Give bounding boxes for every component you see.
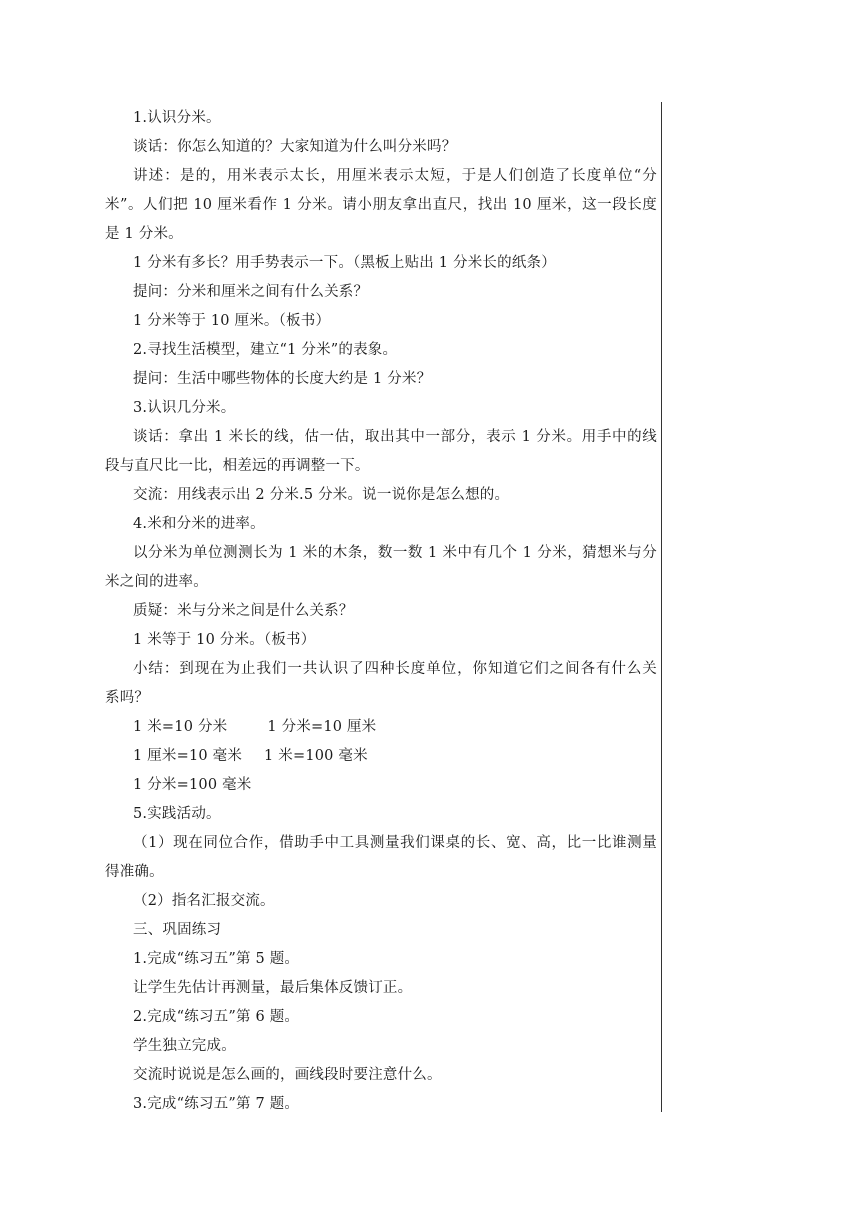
paragraph-activity-1-line2: 得准确。	[105, 864, 164, 880]
paragraph-exchange-1: 交流：用线表示出 2 分米.5 分米。说一说你是怎么想的。	[133, 487, 510, 503]
paragraph-measure-line1: 以分米为单位测测长为 1 米的木条，数一数 1 米中有几个 1 分米，猜想米与分	[133, 545, 657, 561]
exercise-note-2b: 交流时说说是怎么画的，画线段时要注意什么。	[133, 1067, 442, 1083]
paragraph-activity-1-line1: （1）现在同位合作，借助手中工具测量我们课桌的长、宽、高，比一比谁测量	[133, 835, 657, 851]
equation-row-1	[105, 713, 657, 742]
heading-practice-activity: 5.实践活动。	[133, 806, 221, 822]
paragraph-question-3: 质疑：米与分米之间是什么关系？	[133, 603, 354, 619]
paragraph-question-2: 提问：生活中哪些物体的长度大约是 1 分米？	[133, 371, 432, 387]
equation-dm-cm: 1 分米=10 厘米	[267, 719, 377, 735]
paragraph-measure-line2: 米之间的进率。	[105, 574, 208, 590]
equation-cm-mm: 1 厘米=10 毫米	[133, 748, 243, 764]
exercise-item-1: 1.完成“练习五”第 5 题。	[133, 951, 300, 967]
table-right-border	[661, 102, 662, 1112]
lesson-content	[105, 104, 657, 1119]
paragraph-activity-2: （2）指名汇报交流。	[133, 893, 275, 909]
paragraph-talk-2-line1: 谈话：拿出 1 米长的线，估一估，取出其中一部分，表示 1 分米。用手中的线	[133, 429, 657, 445]
exercise-note-2a: 学生独立完成。	[133, 1038, 236, 1054]
paragraph-board-2: 1 米等于 10 分米。（板书）	[133, 632, 316, 648]
paragraph-explain-line2: 米”。人们把 10 厘米看作 1 分米。请小朋友拿出直尺，找出 10 厘米，这一段长度	[105, 197, 657, 213]
paragraph-summary-line2: 系吗？	[105, 690, 150, 706]
paragraph-talk-1: 谈话：你怎么知道的？大家知道为什么叫分米吗？	[133, 139, 457, 155]
exercise-note-1: 让学生先估计再测量，最后集体反馈订正。	[133, 980, 413, 996]
paragraph-talk-2-line2: 段与直尺比一比，相差远的再调整一下。	[105, 458, 370, 474]
equation-dm-mm: 1 分米=100 毫米	[133, 777, 252, 793]
heading-conversion-rate: 4.米和分米的进率。	[133, 516, 265, 532]
equation-row-2	[105, 742, 657, 771]
equation-m-mm: 1 米=100 毫米	[264, 748, 368, 764]
paragraph-explain-line1: 讲述：是的，用米表示太长，用厘米表示太短，于是人们创造了长度单位“分	[133, 168, 657, 184]
exercise-item-2: 2.完成“练习五”第 6 题。	[133, 1009, 300, 1025]
paragraph-board-1: 1 分米等于 10 厘米。（板书）	[133, 313, 331, 329]
heading-several-decimeters: 3.认识几分米。	[133, 400, 236, 416]
paragraph-summary-line1: 小结：到现在为止我们一共认识了四种长度单位，你知道它们之间各有什么关	[133, 661, 657, 677]
heading-life-model: 2.寻找生活模型，建立“1 分米”的表象。	[133, 342, 398, 358]
heading-consolidation: 三、巩固练习	[133, 922, 222, 938]
paragraph-question-1: 提问：分米和厘米之间有什么关系？	[133, 284, 369, 300]
equation-m-dm: 1 米=10 分米	[133, 719, 228, 735]
exercise-item-3: 3.完成“练习五”第 7 题。	[133, 1096, 300, 1112]
heading-know-decimeter: 1.认识分米。	[133, 110, 221, 126]
paragraph-explain-line3: 是 1 分米。	[105, 226, 183, 242]
paragraph-gesture: 1 分米有多长？用手势表示一下。（黑板上贴出 1 分米长的纸条）	[133, 255, 556, 271]
